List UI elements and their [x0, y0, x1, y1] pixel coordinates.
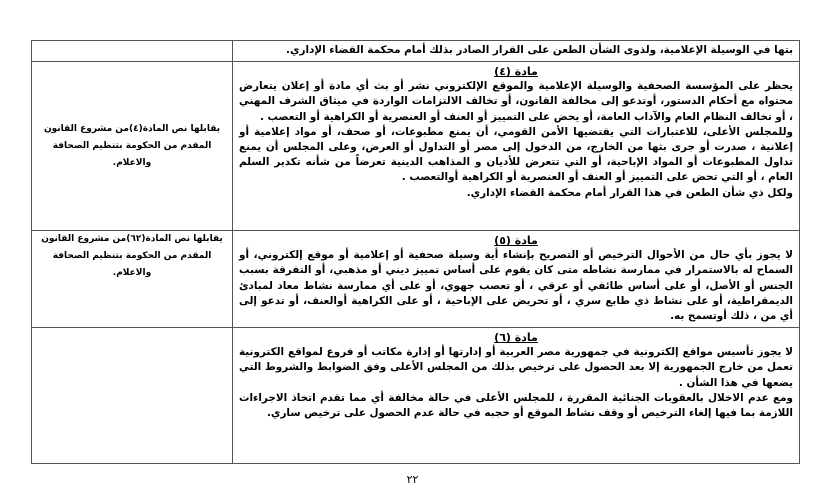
table-row: [32, 62, 800, 231]
article-title: مادة (٦): [494, 331, 538, 345]
note-cell: [32, 62, 233, 231]
paragraph: يحظر على المؤسسة الصحفية والوسيلة الإعلامية والموقع الإلكتروني نشر أو بث أي مادة أو إعلان يتعارض محتواه مع أحكام الدستور، أوتدعو إلى مخالفة القانون، أو تخالف الالتزامات الواردة في ميثاق الشرف المهني ، أو تخالف النظام العام والآداب العامة، أو يحض على التمييز أو العنف أو العنصرية أو الكراهية أو التعصب .: [239, 80, 793, 123]
article-title: مادة (٤): [494, 65, 538, 79]
article-text-cell: [233, 231, 800, 328]
side-note: يقابلها نص المادة(٤)من مشروع القانون المقدم من الحكومة بتنظيم الصحافة والاعلام.: [43, 123, 221, 168]
paragraph: لا يجوز تأسيس مواقع إلكترونية في جمهورية مصر العربية أو إدارتها أو إدارة مكاتب أو فروع لمواقع الكترونية تعمل من خارج الجمهورية إلا بعد الحصول على ترخيص بذلك من المجلس الأعلى وفق الضوابط والشروط التي يضعها في هذا الشأن .: [239, 346, 793, 389]
note-cell: [32, 231, 233, 328]
side-note: يقابلها نص المادة(٦٢)من مشروع القانون المقدم من الحكومة بتنظيم الصحافة والاعلام.: [41, 234, 223, 279]
paragraph: لا يجوز بأي حال من الأحوال الترخيص أو التصريح بإنشاء أية وسيلة صحفية أو إعلامية أو موقع إلكتروني، أو السماح له بالاستمرار في ممارسة نشاطه متى كان يقوم على أساس تمييز ديني أو مذهبي، أو التفرقة بسبب الجنس أو الأصل، أو على أساس طائفي أو عرقي ، أو تعصب جهوي، أو على أي ممارسة نشاط معاد لمبادئ الديمقراطية، أو على نشاط ذي طابع سري ، أو تحريض على الإباحية ، أو على الكراهية أوالعنف، أو تدعو إلى أي من ، ذلك أوتسمح به.: [239, 249, 793, 323]
paragraph: ولكل ذي شأن الطعن في هذا القرار أمام محكمة القضاء الإداري.: [466, 186, 793, 199]
table-row: [32, 41, 800, 62]
table-row: [32, 231, 800, 328]
page-number: ٢٢: [406, 473, 419, 486]
paragraph: بتها في الوسيلة الإعلامية، ولذوى الشأن الطعن على القرار الصادر بذلك أمام محكمة القضاء الإداري.: [286, 44, 793, 56]
paragraph: ومع عدم الاخلال بالعقوبات الجنائية المقررة ، للمجلس الأعلى في حالة مخالفة أي مما تقدم اتخاذ الاجراءات اللازمة بما فيها إلغاء الترخيص أو وقف نشاط الموقع أو حجبه في حالة عدم الحصول على ترخيص ساري.: [239, 391, 793, 420]
article-text-cell: [233, 41, 800, 62]
note-cell: [32, 328, 233, 464]
note-cell: [32, 41, 233, 62]
article-text-cell: [233, 328, 800, 464]
article-title: مادة (٥): [494, 234, 538, 248]
paragraph: وللمجلس الأعلى، للاعتبارات التي يقتضيها الأمن القومي، أن يمنع مطبوعات، أو صحف، أو مواد إعلامية أو إعلانية ، صدرت أو جرى بثها من الخارج، من الدخول إلى مصر أو التداول أو العرض، وعلى المجلس أن يمنع تداول المطبوعات أو المواد الإباحية، أو التي تتعرض للأديان و المذاهب الدينية تعرضاً من شأنه تكدير السلم العام ، أو التي تحض على التمييز أو العنف أو العنصرية أو الكراهية أوالتعصب .: [239, 125, 793, 184]
table-row: [32, 328, 800, 464]
document-table: [31, 40, 800, 464]
article-text-cell: [233, 62, 800, 231]
